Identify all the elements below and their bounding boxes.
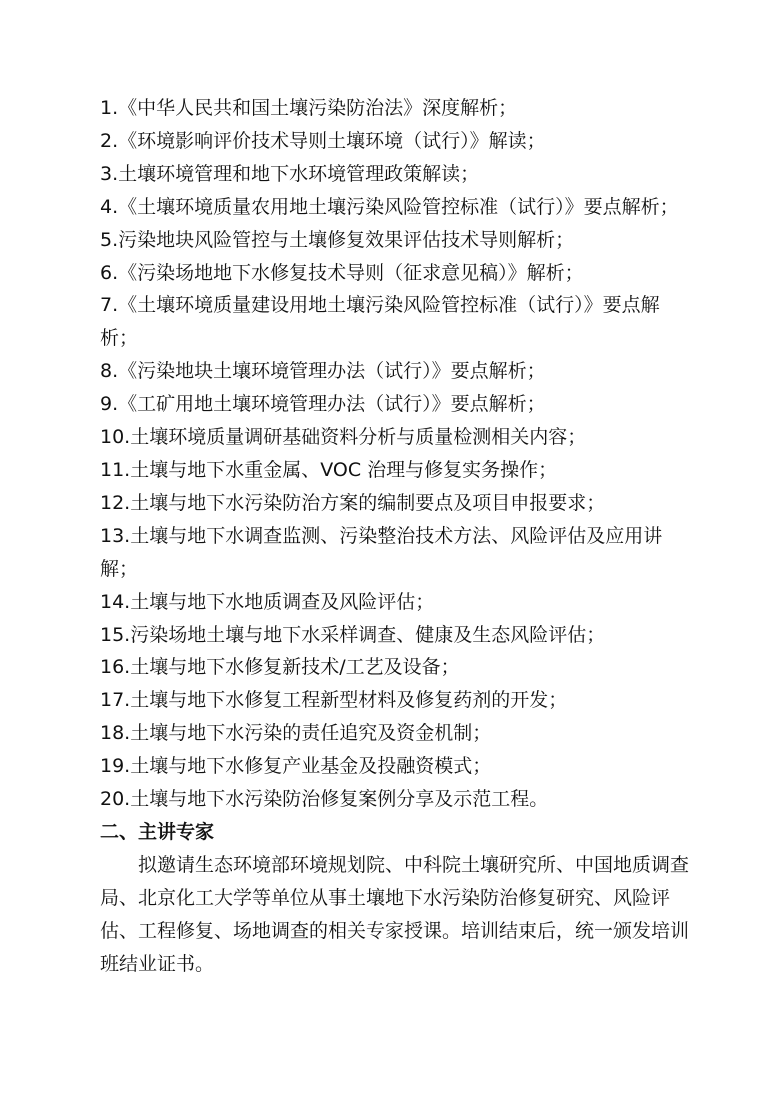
list-item: 15.污染场地土壤与地下水采样调查、健康及生态风险评估； xyxy=(100,623,606,646)
list-item: 20.土壤与地下水污染防治修复案例分享及示范工程。 xyxy=(100,788,549,811)
list-item: 19.土壤与地下水修复产业基金及投融资模式； xyxy=(100,755,492,778)
list-item: 8.《污染地块土壤环境管理办法（试行）》要点解析； xyxy=(100,360,546,383)
document-body xyxy=(100,92,690,980)
list-item: 3.土壤环境管理和地下水环境管理政策解读； xyxy=(100,162,480,185)
list-item: 17.土壤与地下水修复工程新型材料及修复药剂的开发； xyxy=(100,689,568,712)
topic-list xyxy=(100,92,690,816)
list-item: 5.污染地块风险管控与土壤修复效果评估技术导则解析； xyxy=(100,228,575,251)
list-item: 11.土壤与地下水重金属、VOC 治理与修复实务操作； xyxy=(100,458,558,481)
section-heading: 二、主讲专家 xyxy=(100,820,215,843)
list-item: 10.土壤环境质量调研基础资料分析与质量检测相关内容； xyxy=(100,426,587,449)
list-item: 18.土壤与地下水污染的责任追究及资金机制； xyxy=(100,722,492,745)
list-item: 14.土壤与地下水地质调查及风险评估； xyxy=(100,590,435,613)
list-item: 12.土壤与地下水污染防治方案的编制要点及项目申报要求； xyxy=(100,491,606,514)
list-item: 4.《土壤环境质量农用地土壤污染风险管控标准（试行）》要点解析； xyxy=(100,195,679,218)
list-item: 1.《中华人民共和国土壤污染防治法》深度解析； xyxy=(100,97,518,119)
list-item: 13.土壤与地下水调查监测、污染整治技术方法、风险评估及应用讲解； xyxy=(100,524,663,580)
section-paragraph: 拟邀请生态环境部环境规划院、中科院土壤研究所、中国地质调查局、北京化工大学等单位从事土壤地下水污染防治修复研究、风险评估、工程修复、场地调查的相关专家授课。培训结束后，统一颁发培训班结业证书。 xyxy=(100,853,690,975)
list-item: 6.《污染场地地下水修复技术导则（征求意见稿）》解析； xyxy=(100,261,584,284)
list-item: 16.土壤与地下水修复新技术/工艺及设备； xyxy=(100,656,460,679)
list-item: 9.《工矿用地土壤环境管理办法（试行）》要点解析； xyxy=(100,393,546,416)
list-item: 2.《环境影响评价技术导则土壤环境（试行）》解读； xyxy=(100,129,546,152)
list-item: 7.《土壤环境质量建设用地土壤污染风险管控标准（试行）》要点解析； xyxy=(100,294,660,350)
